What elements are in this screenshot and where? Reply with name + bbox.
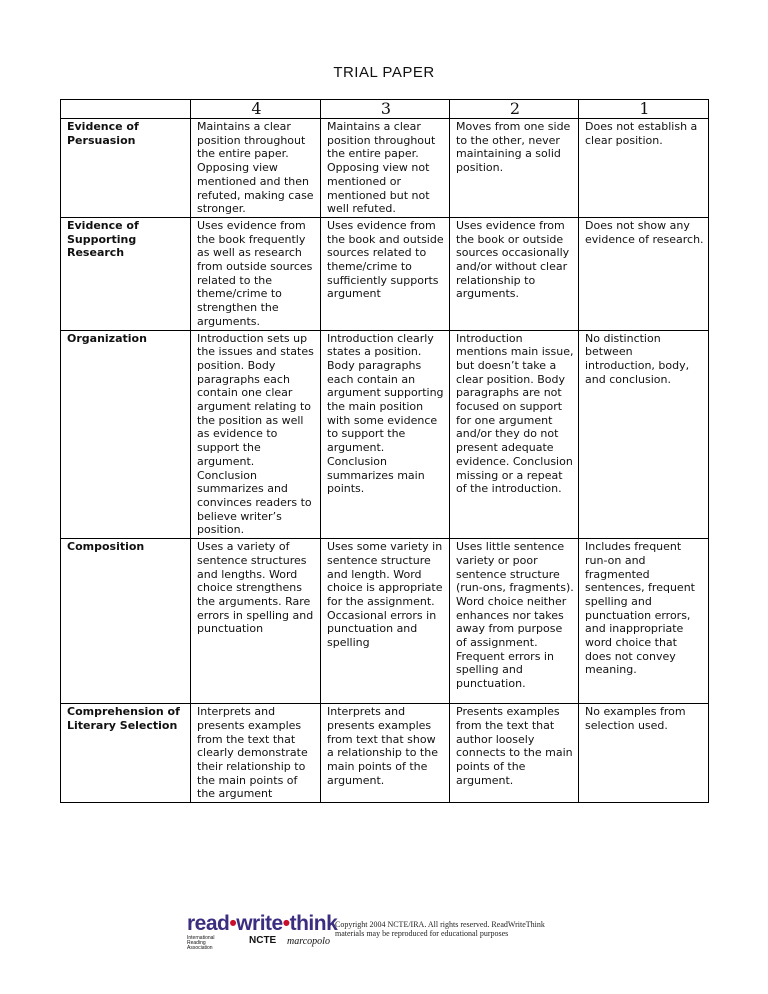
page-footer [187, 912, 607, 950]
table-row [61, 704, 709, 803]
score-cell: Interprets and presents examples from the text that clearly demonstrate their relationship to the main points of the argument [191, 704, 321, 803]
logo-read: read [187, 912, 230, 935]
score-cell: No examples from selection used. [579, 704, 709, 803]
criterion-cell: Comprehension of Literary Selection [61, 704, 191, 803]
page-title: TRIAL PAPER [333, 64, 435, 81]
score-cell: Presents examples from the text that author loosely connects to the main points of the argument. [450, 704, 579, 803]
readwritethink-logo [187, 912, 337, 950]
ira-logo: International Reading Association [187, 935, 215, 951]
logo-dot: • [282, 912, 290, 935]
score-cell: Maintains a clear position throughout the entire paper. Opposing view mentioned and then refuted, making case stronger. [191, 119, 321, 218]
table-row [61, 539, 709, 704]
header-cell-score-1: 1 [579, 100, 709, 119]
score-cell: Introduction mentions main issue, but doesn’t take a clear position. Body paragraphs are not focused on support for one argument and/or they do not present adequate evidence. Conclusion missing or a repeat of the introduction. [450, 330, 579, 539]
table-row [61, 119, 709, 218]
criterion-cell: Organization [61, 330, 191, 539]
score-cell: Uses evidence from the book and outside sources related to theme/crime to sufficiently supports argument [321, 217, 450, 330]
header-cell-score-4: 4 [191, 100, 321, 119]
score-cell: Maintains a clear position throughout the entire paper. Opposing view not mentioned or mentioned but not well refuted. [321, 119, 450, 218]
table-row [61, 330, 709, 539]
logo-wordmark [187, 912, 337, 936]
table-row [61, 217, 709, 330]
ncte-logo: NCTE [249, 935, 277, 946]
criterion-cell: Evidence of Persuasion [61, 119, 191, 218]
marcopolo-logo: marcopolo [287, 936, 330, 947]
score-cell: Uses a variety of sentence structures and lengths. Word choice strengthens the arguments. Rare errors in spelling and punctuation [191, 539, 321, 704]
score-cell: Does not show any evidence of research. [579, 217, 709, 330]
criterion-cell: Evidence of Supporting Research [61, 217, 191, 330]
copyright-notice [335, 920, 545, 938]
copyright-line-2: materials may be reproduced for educational purposes [335, 929, 509, 938]
rubric-table [60, 99, 709, 803]
score-cell: No distinction between introduction, body, and conclusion. [579, 330, 709, 539]
criterion-cell: Composition [61, 539, 191, 704]
logo-write: write [236, 912, 283, 935]
score-cell: Uses evidence from the book frequently as well as research from outside sources related to the theme/crime to strengthen the arguments. [191, 217, 321, 330]
score-cell: Includes frequent run-on and fragmented sentences, frequent spelling and punctuation errors, and inappropriate word choice that does not convey meaning. [579, 539, 709, 704]
score-cell: Uses some variety in sentence structure and length. Word choice is appropriate for the assignment. Occasional errors in punctuation and spelling [321, 539, 450, 704]
header-cell-score-3: 3 [321, 100, 450, 119]
score-cell: Introduction sets up the issues and states position. Body paragraphs each contain one clear argument relating to the position as well as evidence to support the argument. Conclusion summarizes and convinces readers to believe writer’s position. [191, 330, 321, 539]
logo-dot: • [229, 912, 237, 935]
logo-think: think [289, 912, 338, 935]
score-cell: Uses evidence from the book or outside sources occasionally and/or without clear relationship to arguments. [450, 217, 579, 330]
copyright-line-1: Copyright 2004 NCTE/IRA. All rights reserved. ReadWriteThink [335, 920, 545, 929]
header-cell-blank [61, 100, 191, 119]
score-cell: Interprets and presents examples from text that show a relationship to the main points of the argument. [321, 704, 450, 803]
header-cell-score-2: 2 [450, 100, 579, 119]
score-cell: Introduction clearly states a position. Body paragraphs each contain an argument supporting the main position with some evidence to support the argument. Conclusion summarizes main points. [321, 330, 450, 539]
score-cell: Does not establish a clear position. [579, 119, 709, 218]
score-cell: Moves from one side to the other, never maintaining a solid position. [450, 119, 579, 218]
score-cell: Uses little sentence variety or poor sentence structure (run-ons, fragments). Word choice neither enhances nor takes away from purpose of assignment. Frequent errors in spelling and punctuation. [450, 539, 579, 704]
header-row [61, 100, 709, 119]
